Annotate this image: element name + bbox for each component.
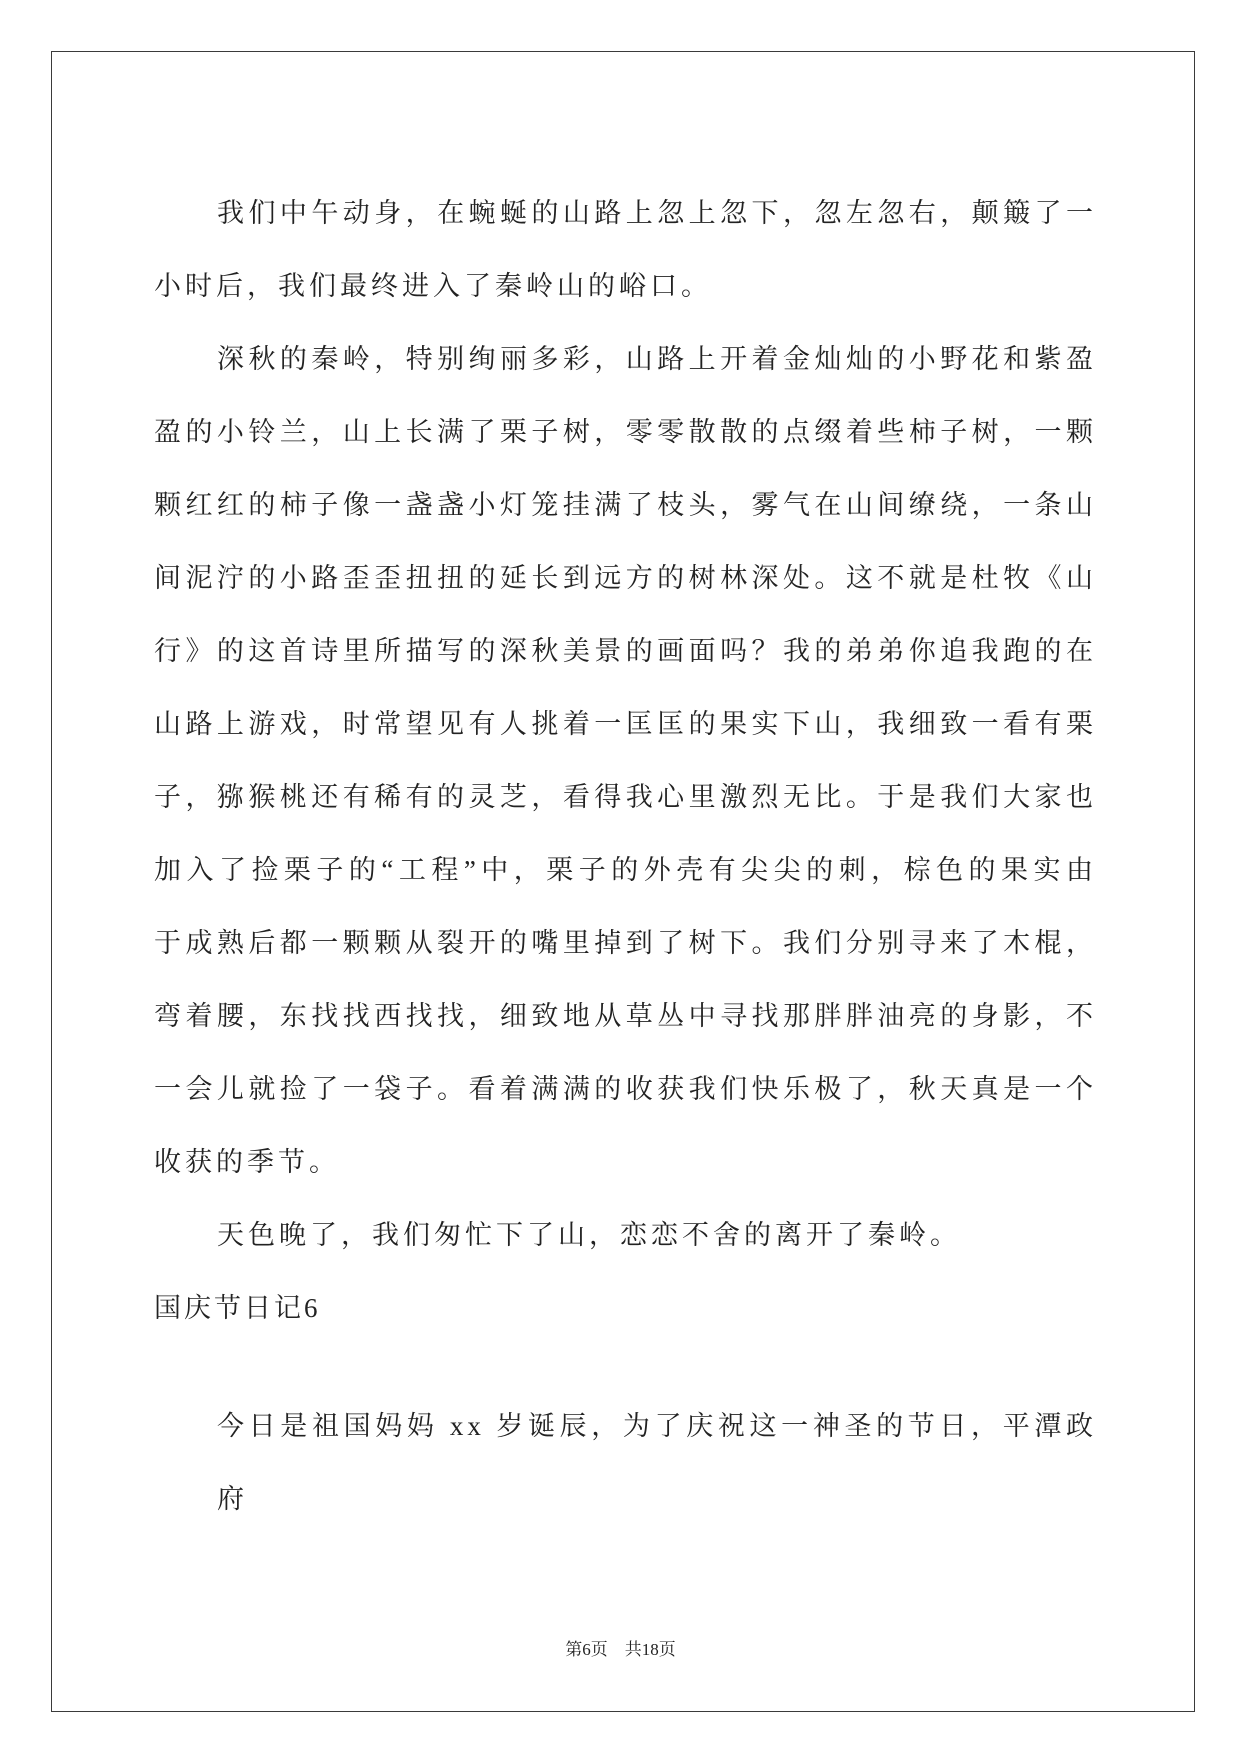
section-heading: 国庆节日记6 [154, 1293, 321, 1323]
text-line: 加入了捡栗子的“工程”中，栗子的外壳有尖尖的刺，棕色的果实由 [154, 855, 1097, 885]
paragraph [154, 323, 1097, 1199]
text-line: 于成熟后都一颗颗从裂开的嘴里掉到了树下。我们分别寻来了木棍， [154, 928, 1097, 958]
text-line: 间泥泞的小路歪歪扭扭的延长到远方的树林深处。这不就是杜牧《山 [154, 563, 1097, 593]
text-line: 一会儿就捡了一袋子。看着满满的收获我们快乐极了，秋天真是一个 [154, 1074, 1097, 1104]
paragraph [154, 177, 1097, 323]
text-line: 子，猕猴桃还有稀有的灵芝，看得我心里激烈无比。于是我们大家也 [154, 782, 1097, 812]
text-line: 我们中午动身，在蜿蜒的山路上忽上忽下，忽左忽右，颠簸了一 [217, 198, 1097, 228]
paragraph [154, 1199, 1097, 1272]
page-number-footer: 第6页 共18页 [565, 1640, 676, 1659]
text-line: 深秋的秦岭，特别绚丽多彩，山路上开着金灿灿的小野花和紫盈 [217, 344, 1097, 374]
text-line: 行》的这首诗里所描写的深秋美景的画面吗？我的弟弟你追我跑的在 [154, 636, 1097, 666]
document-body [154, 177, 1097, 1514]
text-line: 盈的小铃兰，山上长满了栗子树，零零散散的点缀着些柿子树，一颗 [154, 417, 1097, 447]
text-line: 弯着腰，东找找西找找，细致地从草丛中寻找那胖胖油亮的身影，不 [154, 1001, 1097, 1031]
paragraph [154, 1390, 1097, 1514]
text-line: 山路上游戏，时常望见有人挑着一匡匡的果实下山，我细致一看有栗 [154, 709, 1097, 739]
text-line: 天色晚了，我们匆忙下了山，恋恋不舍的离开了秦岭。 [217, 1220, 961, 1250]
text-line: 颗红红的柿子像一盏盏小灯笼挂满了枝头，雾气在山间缭绕，一条山 [154, 490, 1097, 520]
text-line: 收获的季节。 [154, 1147, 340, 1177]
text-line: 小时后，我们最终进入了秦岭山的峪口。 [154, 271, 712, 301]
text-line: 今日是祖国妈妈 xx 岁诞辰，为了庆祝这一神圣的节日，平潭政府 [217, 1411, 1097, 1514]
